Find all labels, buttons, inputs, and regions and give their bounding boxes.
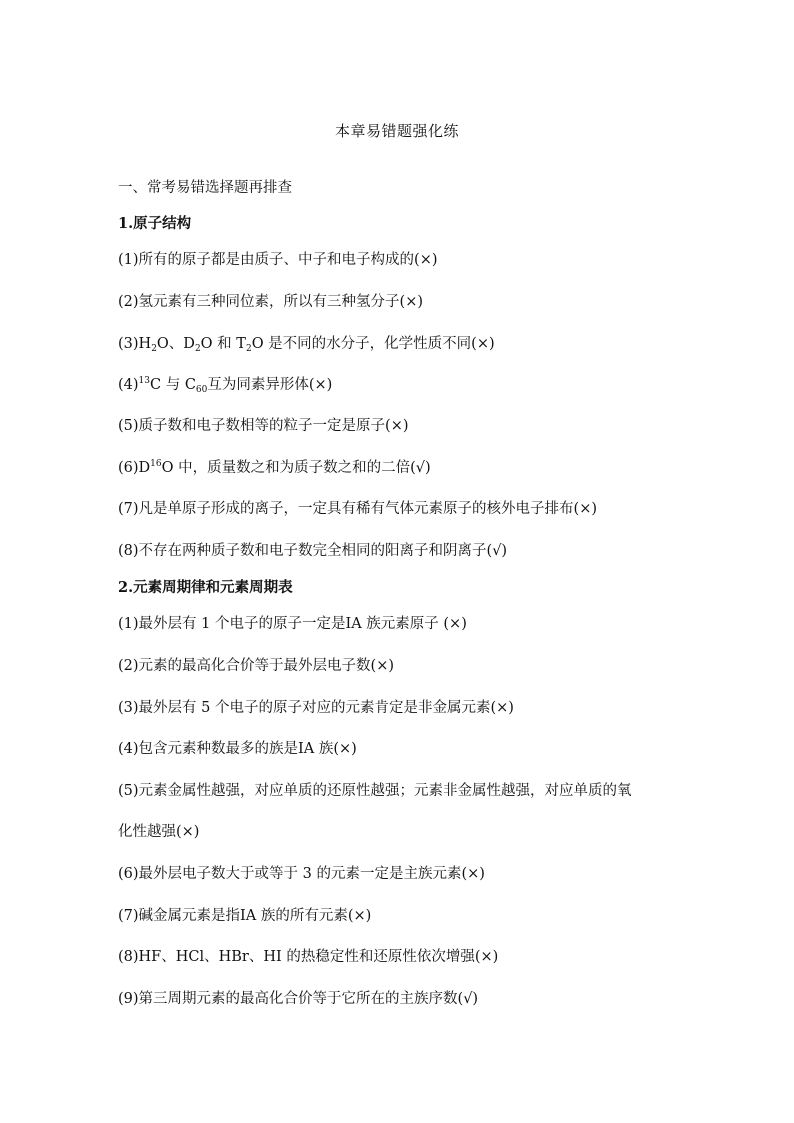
item-1-5: (5)质子数和电子数相等的粒子一定是原子(×) [118, 418, 409, 434]
item-1-8: (8)不存在两种质子数和电子数完全相同的阳离子和阴离子(√) [118, 543, 508, 559]
item-2-8: (8)HF、HCl、HBr、HI 的热稳定性和还原性依次增强(×) [118, 949, 499, 965]
subscript: 2 [194, 344, 201, 354]
item-1-2: (2)氢元素有三种同位素，所以有三种氢分子(×) [118, 294, 424, 310]
item-1-1: (1)所有的原子都是由质子、中子和电子构成的(×) [118, 252, 438, 268]
item-1-4-text: 互为同素异形体(×) [207, 377, 333, 393]
item-1-7: (7)凡是单原子形成的离子，一定具有稀有气体元素原子的核外电子排布(×) [118, 501, 597, 517]
item-2-5: (5)元素金属性越强，对应单质的还原性越强；元素非金属性越强，对应单质的氧 [118, 783, 632, 799]
item-1-6 [118, 456, 431, 477]
item-1-3-text: O 是不同的水分子，化学性质不同(×) [251, 336, 495, 352]
section-heading: 一、常考易错选择题再排查 [118, 180, 292, 196]
item-1-6-text: (6)D [118, 460, 151, 476]
item-1-3-text: O 和 T [200, 336, 246, 352]
item-2-2: (2)元素的最高化合价等于最外层电子数(×) [118, 658, 395, 674]
item-1-3-text: (3)H [118, 336, 152, 352]
subscript: 2 [245, 344, 252, 354]
item-1-3-text: O、D [156, 336, 195, 352]
item-2-1: (1)最外层有 1 个电子的原子一定是ⅠA 族元素原子 (×) [118, 616, 467, 632]
item-2-3: (3)最外层有 5 个电子的原子对应的元素肯定是非金属元素(×) [118, 700, 514, 716]
superscript: 16 [150, 459, 162, 469]
item-1-3 [118, 332, 495, 353]
item-1-6-text: O 中，质量数之和为质子数之和的二倍(√) [161, 460, 431, 476]
item-1-4 [118, 373, 332, 394]
item-2-9: (9)第三周期元素的最高化合价等于它所在的主族序数(√) [118, 991, 479, 1007]
subscript: 60 [195, 385, 208, 395]
part2-heading: 2.元素周期律和元素周期表 [118, 579, 293, 596]
item-2-6: (6)最外层电子数大于或等于 3 的元素一定是主族元素(×) [118, 866, 485, 882]
superscript: 13 [138, 376, 150, 386]
subscript: 2 [151, 344, 157, 354]
item-1-4-text: C 与 C [150, 377, 196, 393]
item-2-7: (7)碱金属元素是指ⅠA 族的所有元素(×) [118, 908, 372, 924]
item-2-5-cont: 化性越强(×) [118, 824, 200, 840]
item-2-4: (4)包含元素种数最多的族是ⅠA 族(×) [118, 741, 357, 757]
page-title: 本章易错题强化练 [334, 122, 459, 140]
part1-heading: 1.原子结构 [118, 215, 192, 232]
item-1-4-text: (4) [118, 377, 139, 393]
